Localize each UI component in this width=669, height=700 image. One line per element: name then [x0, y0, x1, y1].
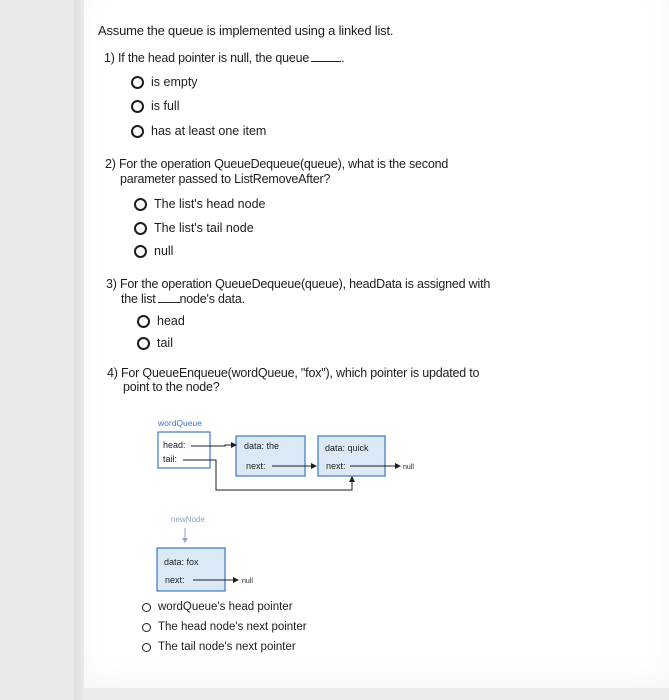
newnode-next: next: [165, 575, 185, 585]
question-3-number: 3) [106, 277, 117, 291]
q2-option-1-label: The list's head node [154, 197, 266, 211]
q1-option-2-label: is full [151, 99, 180, 113]
q4-option-2[interactable] [142, 621, 307, 633]
q3-option-1-label: head [157, 314, 185, 328]
newnode-null-label: null [242, 578, 253, 585]
node-1-next: next: [246, 461, 266, 471]
question-1-text: If the head pointer is null, the queue [118, 51, 310, 65]
question-3-text-1: For the operation QueueDequeue(queue), headData is assigned with [120, 277, 491, 291]
node-2-next: next: [326, 461, 346, 471]
question-4-number: 4) [107, 366, 118, 380]
radio-button[interactable] [142, 603, 151, 612]
question-1-period: . [341, 51, 345, 65]
q3-option-2-label: tail [157, 336, 173, 350]
question-2-text-1: For the operation QueueDequeue(queue), what is the second [119, 157, 449, 171]
question-2-line-2: parameter passed to ListRemoveAfter? [120, 172, 331, 186]
radio-button[interactable] [142, 643, 151, 652]
q4-option-3[interactable] [142, 641, 296, 653]
node-2-data: data: quick [325, 443, 369, 453]
q4-option-3-label: The tail node's next pointer [158, 641, 296, 653]
question-1-number: 1) [104, 51, 115, 65]
queue-label: wordQueue [158, 418, 202, 428]
question-4-text-1: For QueueEnqueue(wordQueue, "fox"), which pointer is updated to [121, 366, 480, 380]
q2-option-3-label: null [154, 244, 174, 258]
newnode-data: data: fox [164, 557, 199, 567]
radio-button[interactable] [142, 623, 151, 632]
q4-option-2-label: The head node's next pointer [158, 621, 307, 633]
head-label: head: [163, 440, 186, 450]
null-label: null [403, 464, 414, 471]
tail-label: tail: [163, 454, 178, 464]
question-2-number: 2) [105, 157, 116, 171]
newnode-arrow-head [182, 538, 188, 543]
q2-option-2-label: The list's tail node [154, 221, 254, 235]
q1-option-3-label: has at least one item [151, 124, 267, 138]
intro-text: Assume the queue is implemented using a linked list. [98, 23, 394, 38]
q1-option-1-label: is empty [151, 75, 198, 89]
q4-option-1[interactable] [142, 601, 293, 613]
newnode-label: newNode [171, 515, 205, 524]
question-3-text-2a: the list [121, 292, 156, 306]
question-4-line-2: point to the node? [123, 380, 220, 394]
node-1-data: data: the [244, 441, 280, 451]
question-3-text-2b: node's data. [179, 292, 245, 306]
q4-option-1-label: wordQueue's head pointer [158, 601, 293, 613]
